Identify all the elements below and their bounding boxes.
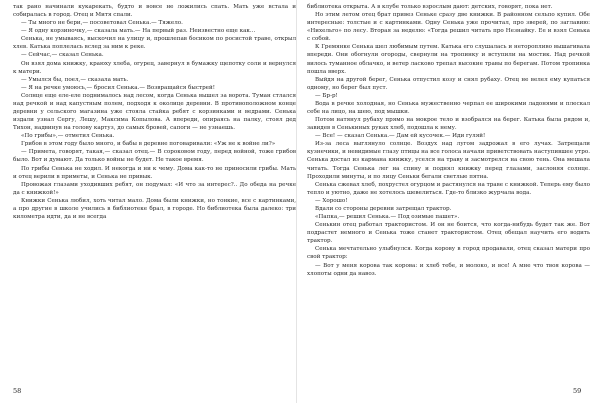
right-paragraph: Из-за леса выглянуло солнце. Воздух над лугом задрожал в его лучах. Затрещали кузнечики, и невидимые глазу птицы на все голоса начали приветствовать наступившее утро. Сенька достал из кармана книжку, уселся на траву и засмотрелся на свою тень. Она мешала читать. Тогда Сенька лег на спину и поднял книжку перед глазами, заслоняя солнце. Проходили минуты, и по лицу Сеньки бегали светлые пятна. — [307, 141, 590, 180]
left-paragraph: — Умылся бы, поел,— сказала мать. — [21, 76, 129, 83]
left-page-number: 58 — [13, 387, 22, 395]
right-page — [307, 3, 590, 383]
right-paragraph: — Хорошо! — [315, 197, 348, 204]
left-paragraph: Грибов в этом году было много, и бабы в деревне поговаривали: «Уж не к войне ли?» — [21, 141, 276, 148]
right-paragraph: Выйдя на другой берег, Сенька отпустил козу и снял рубаху. Отец не велел ему купаться одному, но берег был пуст. — [307, 76, 590, 91]
left-paragraph: — Примета, говорят, такая,— сказал отец.— В сороковом году, перед войной, тоже грибов было. Вот и думают. Да только войны не будет. Не такое время. — [13, 149, 296, 164]
right-paragraph: Сенька сжевал хлеб, похрустел огурцом и растянулся на траве с книжкой. Теперь ему было тепло и уютно, даже не хотелось шевелиться. Где-то близко журчала вода. — [307, 181, 590, 196]
left-paragraph: — Ты много не бери,— посоветовал Сенька.— Тяжело. — [21, 20, 183, 27]
right-paragraph: К Гремянке Сенька шел любимым путем. Катька его слушалась и неторопливо вышагивала впереди. Они обогнули огороды, свернули на тропинку и вступили на мостик. Над речкой вилось туманное облачко, и ветер ласково трепал высокие травы по берегам. Потом тропинка пошла вверх. — [307, 44, 590, 75]
left-paragraph: Солнце еще еле-еле поднималось над лесом, когда Сенька вышел за ворота. Туман стлался над речкой и над капустным полем, подходя к околице деревни. В противоположном конце деревни у сельского магазина уже стояла стайка ребят с корзинками и ведрами. Сенька издали узнал Сергу, Лешу, Максима Копылова. А впереди, опираясь на палку, стоял дед Тихон, надвинув на голову картуз, до самых бровей, сапоги — не узнаешь. — [13, 92, 296, 132]
left-paragraph: — Я на речке умоюсь,— бросил Сенька.— Возвращайся быстрей! — [21, 84, 215, 91]
right-paragraph: библиотека открыта. А в клубе только взрослым дают: детских, говорят, пока нет. — [307, 4, 553, 10]
left-paragraph: так рано начинали кукарекать, будто и вовсе не ложились спать. Мать уже встала и собиралась в город. Отец и Митя спали. — [13, 4, 296, 19]
right-paragraph: — Вот у меня корова так корова: и хлеб тебе, и молоко, и все! А мне что твоя корова — хлопоты одни да навоз. — [307, 262, 590, 277]
right-paragraph: Но этим летом отец брат привез Сеньке сразу две книжки. В районном сельпо купил. Обе интересные: толстые и с картинками. Одну Сенька уже прочитал, про зверей, по заглавию: «Нихельго» по лесу. Вторая за неделю: «Тогда решил читать про Незнайку. Ее и взял Сенька с собой. — [307, 12, 590, 43]
left-paragraph: По грибы Сенька не ходил. И некогда и ни к чему. Дома как-то не приносили грибы. Мать и отец верили в приметы, и Сенька не привык. — [13, 165, 296, 180]
right-paragraph: Сенька мечтательно улыбнулся. Когда корову в город продавали, отец сказал матери про свой трактор: — [307, 246, 590, 261]
left-page — [13, 3, 296, 383]
right-paragraph: Вода в речке холодная, но Сенька мужественно черпал ее широкими ладонями и плескал себе на лицо, на шею, под мышки. — [307, 100, 590, 116]
left-paragraph: Провожая глазами уходивших ребят, он подумал: «И что за интерес?.. До обеда на речке да с книжкой!» — [13, 181, 296, 196]
left-paragraph: Сенька, не умываясь, выскочил на улицу и, прошлепав босиком по росистой траве, открыл хлев. Катька поплелась вслед за ним к реке. — [13, 36, 296, 51]
left-paragraph: Он взял дома книжку, краюху хлеба, огурец, завернул в бумажку щепотку соли и вернулся к матери. — [13, 60, 296, 75]
left-paragraph: «По грибы»,— отметил Сенька. — [21, 133, 115, 140]
right-paragraph: Сенькин отец работал трактористом. И он не боится, что когда-нибудь будет так же. Вот подрастет немного и Сенька тоже станет трактористом. Отец обещал научить его водить трактор. — [307, 222, 590, 245]
left-paragraph: Книжки Сенька любил, хоть читал мало. Дома были книжки, но тонкие, все с картинками, а про другие в школе учились в библиотеке брал, в городе. Но библиотека была далеко: три километра идти, да и не всегда — [13, 197, 296, 221]
right-paragraph: Потом натянул рубаху прямо на мокрое тело и взобрался на берег. Катька была рядом и, завидев в Сенькиных руках хлеб, подошла к нему. — [307, 117, 590, 132]
right-paragraph: «Папка,— решил Сенька.— Под озимые пашет». — [315, 214, 460, 221]
right-page-number: 59 — [573, 387, 582, 395]
left-paragraph: — Сейчас,— сказал Сенька. — [21, 52, 104, 59]
right-paragraph: Вдали со стороны деревни затрещал трактор. — [315, 205, 452, 212]
right-paragraph: — Бр-р! — [315, 92, 338, 99]
right-paragraph: — Все! — сказал Сенька.— Дам ей кусочек.— Иди гуляй! — [315, 133, 486, 140]
page-gutter — [296, 0, 297, 403]
left-paragraph: — Я одну корзиночку,— сказала мать.— На первый раз. Неизвестно еще как... — [21, 28, 256, 35]
